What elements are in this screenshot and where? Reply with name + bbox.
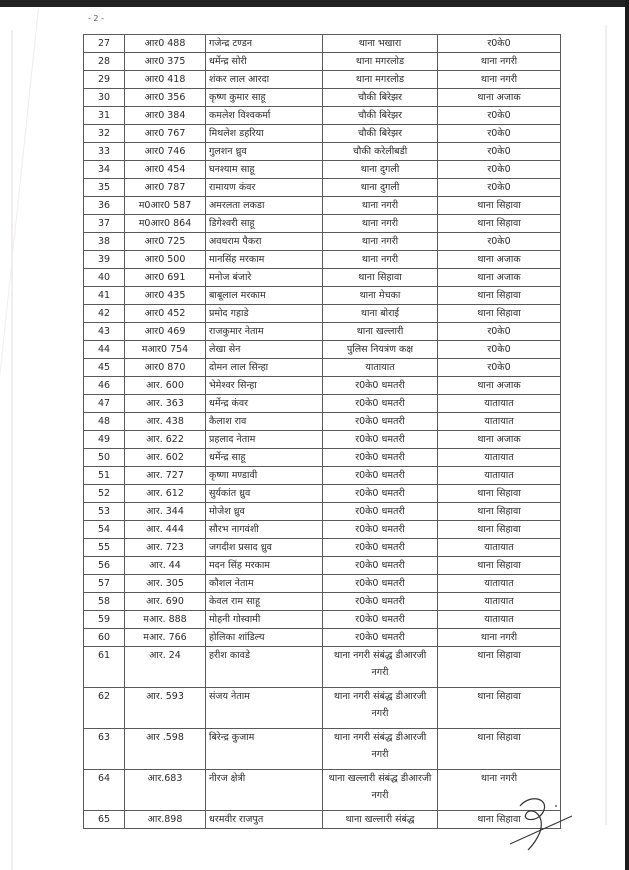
constable-number-cell: आर. 344 [125, 503, 206, 521]
serial-number-cell: 57 [84, 575, 125, 593]
page-number: - 2 - [88, 14, 104, 23]
table-row [84, 143, 561, 161]
table-row [84, 521, 561, 539]
posted-from-cell: थाना बोराई [323, 305, 438, 323]
paper-fold-line [11, 30, 13, 870]
posted-to-cell: थाना अजाक [438, 431, 561, 449]
posted-from-cell: र0के0 धमतरी [323, 467, 438, 485]
table-row [84, 71, 561, 89]
serial-number-cell: 27 [84, 35, 125, 53]
serial-number-cell: 46 [84, 377, 125, 395]
constable-number-cell: म0आर0 864 [125, 215, 206, 233]
table-row [84, 179, 561, 197]
posted-to-cell: यातायात [438, 539, 561, 557]
constable-number-cell: आर. 44 [125, 557, 206, 575]
serial-number-cell: 38 [84, 233, 125, 251]
table-row [84, 485, 561, 503]
table-row [84, 107, 561, 125]
constable-number-cell: आर. 723 [125, 539, 206, 557]
posted-from-cell: चौकी बिरेझर [323, 107, 438, 125]
name-cell: कौशल नेताम [206, 575, 323, 593]
posted-from-cell: थाना दुगली [323, 179, 438, 197]
constable-number-cell: आर0 469 [125, 323, 206, 341]
posted-to-cell: थाना अजाक [438, 89, 561, 107]
name-cell: जगदीश प्रसाद ध्रुव [206, 539, 323, 557]
constable-number-cell: मआर. 766 [125, 629, 206, 647]
table-row [84, 89, 561, 107]
name-cell: मोहनी गोस्वामी [206, 611, 323, 629]
posted-to-cell: र0के0 [438, 161, 561, 179]
posted-from-cell: थाना खल्लारी संबंद्ध [323, 811, 438, 829]
posted-to-cell: थाना सिहावा [438, 305, 561, 323]
table-row [84, 413, 561, 431]
posted-to-cell: थाना सिहावा [438, 287, 561, 305]
name-cell: डिगेश्वरी साहू [206, 215, 323, 233]
posted-from-cell: र0के0 धमतरी [323, 413, 438, 431]
posted-to-cell: र0के0 [438, 323, 561, 341]
posted-from-cell: थाना दुगली [323, 161, 438, 179]
posted-from-cell: यातायात [323, 359, 438, 377]
serial-number-cell: 47 [84, 395, 125, 413]
constable-number-cell: आर. 612 [125, 485, 206, 503]
posted-to-cell: यातायात [438, 575, 561, 593]
name-cell: नीरज क्षेत्री [206, 770, 323, 811]
table-row [84, 395, 561, 413]
posted-to-cell: यातायात [438, 593, 561, 611]
serial-number-cell: 65 [84, 811, 125, 829]
name-cell: धरमवीर राजपुत [206, 811, 323, 829]
name-cell: कमलेश विश्वकर्मा [206, 107, 323, 125]
table-row [84, 688, 561, 729]
posted-from-cell: चौकी बिरेझर [323, 125, 438, 143]
signature-icon [500, 792, 580, 852]
table-body [84, 35, 561, 829]
name-cell: भेमेश्वर सिन्हा [206, 377, 323, 395]
constable-number-cell: आर. 363 [125, 395, 206, 413]
name-cell: हरीश कावडे [206, 647, 323, 688]
table-row [84, 729, 561, 770]
name-cell: दोमन लाल सिन्हा [206, 359, 323, 377]
table-row [84, 647, 561, 688]
table-row [84, 269, 561, 287]
constable-number-cell: आर0 384 [125, 107, 206, 125]
serial-number-cell: 62 [84, 688, 125, 729]
posted-to-cell: र0के0 [438, 143, 561, 161]
constable-number-cell: मआर0 754 [125, 341, 206, 359]
posted-from-cell: थाना मगरलोड [323, 53, 438, 71]
constable-number-cell: आर. 24 [125, 647, 206, 688]
serial-number-cell: 64 [84, 770, 125, 811]
table-row [84, 125, 561, 143]
name-cell: मनोज बंजारे [206, 269, 323, 287]
posted-to-cell: थाना नगरी [438, 629, 561, 647]
constable-number-cell: आर.683 [125, 770, 206, 811]
serial-number-cell: 55 [84, 539, 125, 557]
table-row [84, 233, 561, 251]
constable-number-cell: आर0 746 [125, 143, 206, 161]
name-cell: बिरेन्द्र कुजाम [206, 729, 323, 770]
name-cell: अवधराम पैकरा [206, 233, 323, 251]
table-row [84, 323, 561, 341]
name-cell: केवल राम साहू [206, 593, 323, 611]
constable-number-cell: आर. 600 [125, 377, 206, 395]
table-row [84, 197, 561, 215]
table-row [84, 377, 561, 395]
serial-number-cell: 29 [84, 71, 125, 89]
name-cell: प्रहलाद नेताम [206, 431, 323, 449]
posted-from-cell: थाना नगरी [323, 251, 438, 269]
posted-to-cell: र0के0 [438, 341, 561, 359]
posted-from-cell: र0के0 धमतरी [323, 431, 438, 449]
constable-number-cell: म0आर0 587 [125, 197, 206, 215]
table-row [84, 593, 561, 611]
posted-from-cell: र0के0 धमतरी [323, 593, 438, 611]
serial-number-cell: 50 [84, 449, 125, 467]
table-row [84, 251, 561, 269]
table-row [84, 539, 561, 557]
posted-to-cell: र0के0 [438, 35, 561, 53]
posted-to-cell: र0के0 [438, 359, 561, 377]
serial-number-cell: 52 [84, 485, 125, 503]
posted-to-cell: थाना सिहावा [438, 647, 561, 688]
table-row [84, 161, 561, 179]
name-cell: गुलशन ध्रुव [206, 143, 323, 161]
serial-number-cell: 45 [84, 359, 125, 377]
constable-number-cell: आर0 725 [125, 233, 206, 251]
posted-to-cell: थाना सिहावा [438, 811, 561, 829]
posted-to-cell: थाना सिहावा [438, 485, 561, 503]
posted-from-cell: र0के0 धमतरी [323, 395, 438, 413]
name-cell: धर्मेन्द्र सोरी [206, 53, 323, 71]
table-row [84, 431, 561, 449]
name-cell: अमरलता लकडा [206, 197, 323, 215]
constable-number-cell: आर. 602 [125, 449, 206, 467]
paper-fold-line [605, 25, 607, 825]
viewer-top-bar [0, 0, 629, 7]
table-row [84, 341, 561, 359]
serial-number-cell: 59 [84, 611, 125, 629]
constable-number-cell: आर.898 [125, 811, 206, 829]
posted-to-cell: र0के0 [438, 179, 561, 197]
posted-from-cell: र0के0 धमतरी [323, 503, 438, 521]
posted-from-cell: र0के0 धमतरी [323, 557, 438, 575]
posted-from-cell: र0के0 धमतरी [323, 377, 438, 395]
serial-number-cell: 44 [84, 341, 125, 359]
serial-number-cell: 53 [84, 503, 125, 521]
serial-number-cell: 32 [84, 125, 125, 143]
posted-from-cell: चौकी करेलीबडी [323, 143, 438, 161]
posted-from-cell: र0के0 धमतरी [323, 575, 438, 593]
posted-from-cell: र0के0 धमतरी [323, 521, 438, 539]
serial-number-cell: 58 [84, 593, 125, 611]
serial-number-cell: 49 [84, 431, 125, 449]
table-row [84, 575, 561, 593]
name-cell: रामायण कंवर [206, 179, 323, 197]
posted-to-cell: थाना नगरी [438, 770, 561, 811]
name-cell: राजकुमार नेताम [206, 323, 323, 341]
posted-to-cell: र0के0 [438, 233, 561, 251]
paper-fold-line [0, 8, 39, 863]
constable-number-cell: आर0 870 [125, 359, 206, 377]
name-cell: धर्मेन्द्र साहू [206, 449, 323, 467]
posted-to-cell: थाना सिहावा [438, 557, 561, 575]
table-row [84, 359, 561, 377]
posted-to-cell: यातायात [438, 467, 561, 485]
posted-to-cell: थाना अजाक [438, 377, 561, 395]
posted-to-cell: र0के0 [438, 107, 561, 125]
posted-to-cell: यातायात [438, 449, 561, 467]
table-row [84, 629, 561, 647]
constable-number-cell: आर0 435 [125, 287, 206, 305]
constable-number-cell: आर. 690 [125, 593, 206, 611]
constable-number-cell: आर. 444 [125, 521, 206, 539]
constable-number-cell: मआर. 888 [125, 611, 206, 629]
name-cell: सुर्यकांत ध्रुव [206, 485, 323, 503]
name-cell: मानसिंह मरकाम [206, 251, 323, 269]
constable-number-cell: आर0 356 [125, 89, 206, 107]
serial-number-cell: 61 [84, 647, 125, 688]
name-cell: कृष्ण कुमार साहू [206, 89, 323, 107]
constable-number-cell: आर. 305 [125, 575, 206, 593]
table-row [84, 449, 561, 467]
table-row [84, 53, 561, 71]
constable-number-cell: आर. 593 [125, 688, 206, 729]
posted-from-cell: थाना नगरी [323, 197, 438, 215]
posted-from-cell: र0के0 धमतरी [323, 539, 438, 557]
posted-to-cell: थाना सिहावा [438, 197, 561, 215]
name-cell: प्रमोद गहाडे [206, 305, 323, 323]
serial-number-cell: 36 [84, 197, 125, 215]
name-cell: धर्मेन्द्र कंवर [206, 395, 323, 413]
constable-number-cell: आर0 787 [125, 179, 206, 197]
serial-number-cell: 40 [84, 269, 125, 287]
name-cell: लेखा सेन [206, 341, 323, 359]
name-cell: कृष्णा मण्डावी [206, 467, 323, 485]
constable-number-cell: आर. 622 [125, 431, 206, 449]
posted-from-cell: र0के0 धमतरी [323, 485, 438, 503]
posted-from-cell: थाना नगरी संबंद्ध डीआरजी नगरी [323, 729, 438, 770]
transfer-list-table [83, 34, 561, 829]
name-cell: होलिका शांडिल्य [206, 629, 323, 647]
posted-from-cell: थाना सिहावा [323, 269, 438, 287]
posted-from-cell: थाना खल्लारी [323, 323, 438, 341]
posted-to-cell: यातायात [438, 611, 561, 629]
serial-number-cell: 51 [84, 467, 125, 485]
name-cell: सौरभ नागवंशी [206, 521, 323, 539]
table-row [84, 305, 561, 323]
serial-number-cell: 28 [84, 53, 125, 71]
table-row [84, 811, 561, 829]
table-row [84, 611, 561, 629]
posted-to-cell: थाना अजाक [438, 269, 561, 287]
posted-from-cell: र0के0 धमतरी [323, 611, 438, 629]
table-row [84, 557, 561, 575]
posted-from-cell: र0के0 धमतरी [323, 449, 438, 467]
constable-number-cell: आर .598 [125, 729, 206, 770]
constable-number-cell: आर0 375 [125, 53, 206, 71]
table-row [84, 467, 561, 485]
serial-number-cell: 37 [84, 215, 125, 233]
posted-to-cell: यातायात [438, 413, 561, 431]
table-row [84, 35, 561, 53]
posted-to-cell: थाना सिहावा [438, 729, 561, 770]
posted-from-cell: थाना नगरी संबंद्ध डीआरजी नगरी [323, 688, 438, 729]
posted-from-cell: थाना नगरी [323, 233, 438, 251]
name-cell: मोजेश ध्रुव [206, 503, 323, 521]
table-row [84, 215, 561, 233]
name-cell: शंकर लाल आरदा [206, 71, 323, 89]
posted-from-cell: थाना भखारा [323, 35, 438, 53]
name-cell: बाबूलाल मरकाम [206, 287, 323, 305]
name-cell: गजेन्द्र टण्डन [206, 35, 323, 53]
posted-to-cell: थाना नगरी [438, 53, 561, 71]
name-cell: मदन सिंह मरकाम [206, 557, 323, 575]
constable-number-cell: आर0 767 [125, 125, 206, 143]
posted-to-cell: थाना सिहावा [438, 688, 561, 729]
serial-number-cell: 39 [84, 251, 125, 269]
posted-from-cell: थाना मेचका [323, 287, 438, 305]
posted-to-cell: र0के0 [438, 125, 561, 143]
serial-number-cell: 30 [84, 89, 125, 107]
posted-from-cell: थाना नगरी [323, 215, 438, 233]
posted-to-cell: थाना सिहावा [438, 215, 561, 233]
name-cell: कैलाश राव [206, 413, 323, 431]
table-row [84, 770, 561, 811]
serial-number-cell: 41 [84, 287, 125, 305]
constable-number-cell: आर0 418 [125, 71, 206, 89]
serial-number-cell: 31 [84, 107, 125, 125]
constable-number-cell: आर0 452 [125, 305, 206, 323]
posted-from-cell: थाना नगरी संबंद्ध डीआरजी नगरी [323, 647, 438, 688]
serial-number-cell: 35 [84, 179, 125, 197]
posted-to-cell: यातायात [438, 395, 561, 413]
name-cell: मिथलेश डहरिया [206, 125, 323, 143]
name-cell: संजय नेताम [206, 688, 323, 729]
posted-from-cell: थाना मगरलोड [323, 71, 438, 89]
serial-number-cell: 56 [84, 557, 125, 575]
posted-to-cell: थाना सिहावा [438, 521, 561, 539]
posted-to-cell: थाना सिहावा [438, 503, 561, 521]
serial-number-cell: 42 [84, 305, 125, 323]
serial-number-cell: 54 [84, 521, 125, 539]
constable-number-cell: आर. 727 [125, 467, 206, 485]
constable-number-cell: आर0 691 [125, 269, 206, 287]
posted-from-cell: पुलिस नियत्रंण कक्ष [323, 341, 438, 359]
posted-from-cell: चौकी बिरेझर [323, 89, 438, 107]
constable-number-cell: आर0 454 [125, 161, 206, 179]
serial-number-cell: 33 [84, 143, 125, 161]
name-cell: घनश्याम साहू [206, 161, 323, 179]
posted-from-cell: र0के0 धमतरी [323, 629, 438, 647]
serial-number-cell: 48 [84, 413, 125, 431]
viewer-right-edge [625, 0, 629, 870]
constable-number-cell: आर. 438 [125, 413, 206, 431]
table-row [84, 503, 561, 521]
serial-number-cell: 43 [84, 323, 125, 341]
table-row [84, 287, 561, 305]
serial-number-cell: 60 [84, 629, 125, 647]
posted-to-cell: थाना अजाक [438, 251, 561, 269]
serial-number-cell: 63 [84, 729, 125, 770]
constable-number-cell: आर0 500 [125, 251, 206, 269]
constable-number-cell: आर0 488 [125, 35, 206, 53]
posted-from-cell: थाना खल्लारी संबंद्ध डीआरजी नगरी [323, 770, 438, 811]
serial-number-cell: 34 [84, 161, 125, 179]
posted-to-cell: थाना नगरी [438, 71, 561, 89]
